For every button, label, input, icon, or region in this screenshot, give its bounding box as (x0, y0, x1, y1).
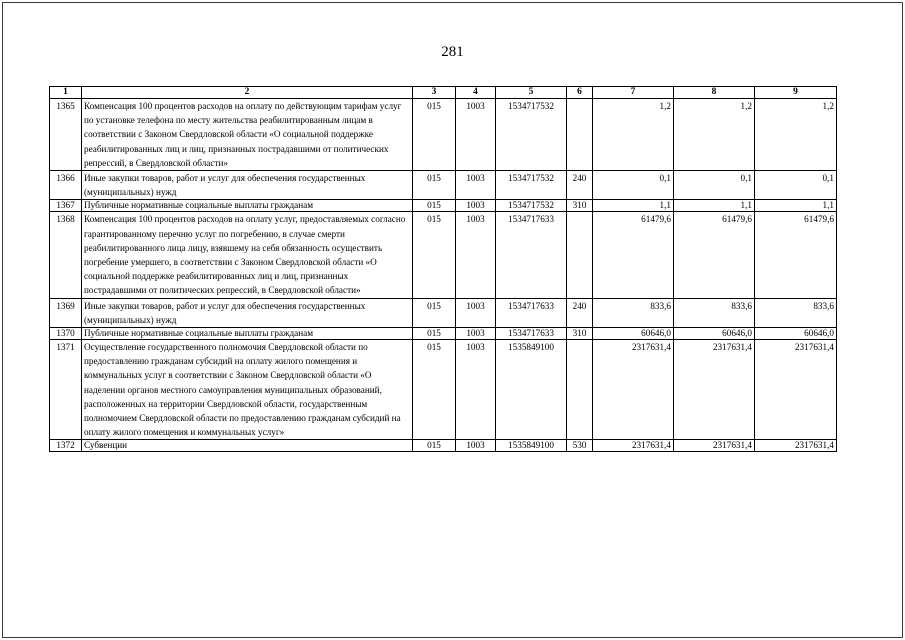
cell-target-code: 1534717633 (496, 328, 567, 340)
cell-amount-col8: 833,6 (674, 298, 755, 327)
cell-target-code: 1534717633 (496, 212, 567, 298)
cell-ministry-code: 015 (413, 171, 456, 200)
cell-amount-col8: 2317631,4 (674, 440, 755, 452)
column-header: 3 (413, 87, 456, 99)
cell-section-code: 1003 (456, 340, 496, 440)
cell-target-code: 1534717532 (496, 171, 567, 200)
column-header: 7 (593, 87, 674, 99)
cell-amount-col9: 2317631,4 (755, 340, 837, 440)
cell-section-code: 1003 (456, 212, 496, 298)
column-header: 9 (755, 87, 837, 99)
row-name: Иные закупки товаров, работ и услуг для обеспечения государственных (муниципальных) нужд (82, 171, 413, 200)
row-number: 1371 (50, 340, 82, 440)
cell-ministry-code: 015 (413, 99, 456, 171)
cell-amount-col7: 61479,6 (593, 212, 674, 298)
table-row (50, 328, 837, 340)
cell-amount-col8: 1,1 (674, 200, 755, 212)
cell-amount-col9: 1,1 (755, 200, 837, 212)
cell-ministry-code: 015 (413, 328, 456, 340)
cell-amount-col8: 61479,6 (674, 212, 755, 298)
column-header: 2 (82, 87, 413, 99)
column-header: 1 (50, 87, 82, 99)
cell-section-code: 1003 (456, 200, 496, 212)
cell-expense-type: 530 (567, 440, 593, 452)
cell-amount-col7: 0,1 (593, 171, 674, 200)
cell-expense-type: 240 (567, 171, 593, 200)
cell-expense-type: 310 (567, 328, 593, 340)
cell-amount-col9: 61479,6 (755, 212, 837, 298)
cell-amount-col7: 2317631,4 (593, 440, 674, 452)
row-number: 1372 (50, 440, 82, 452)
row-name: Иные закупки товаров, работ и услуг для обеспечения государственных (муниципальных) нужд (82, 298, 413, 327)
cell-amount-col7: 2317631,4 (593, 340, 674, 440)
table-row (50, 298, 837, 327)
cell-section-code: 1003 (456, 99, 496, 171)
cell-amount-col9: 0,1 (755, 171, 837, 200)
cell-target-code: 1535849100 (496, 340, 567, 440)
cell-expense-type: 310 (567, 200, 593, 212)
row-name: Публичные нормативные социальные выплаты гражданам (82, 328, 413, 340)
cell-amount-col9: 1,2 (755, 99, 837, 171)
cell-ministry-code: 015 (413, 200, 456, 212)
cell-ministry-code: 015 (413, 340, 456, 440)
cell-ministry-code: 015 (413, 212, 456, 298)
cell-amount-col9: 2317631,4 (755, 440, 837, 452)
row-number: 1368 (50, 212, 82, 298)
column-header: 5 (496, 87, 567, 99)
table-row (50, 212, 837, 298)
page-number: 281 (441, 44, 464, 60)
cell-amount-col7: 1,2 (593, 99, 674, 171)
cell-section-code: 1003 (456, 328, 496, 340)
cell-amount-col8: 60646,0 (674, 328, 755, 340)
cell-target-code: 1535849100 (496, 440, 567, 452)
cell-amount-col7: 60646,0 (593, 328, 674, 340)
row-number: 1365 (50, 99, 82, 171)
cell-expense-type: 240 (567, 298, 593, 327)
cell-ministry-code: 015 (413, 440, 456, 452)
row-name: Субвенции (82, 440, 413, 452)
cell-expense-type (567, 212, 593, 298)
cell-amount-col9: 833,6 (755, 298, 837, 327)
cell-target-code: 1534717532 (496, 200, 567, 212)
cell-amount-col8: 2317631,4 (674, 340, 755, 440)
cell-amount-col8: 1,2 (674, 99, 755, 171)
table-row (50, 440, 837, 452)
cell-ministry-code: 015 (413, 298, 456, 327)
table-row (50, 340, 837, 440)
row-name: Компенсация 100 процентов расходов на оплату услуг, предоставляемых согласно гарантированному перечню услуг по погребению, в случае смерти реабилитированного лица лицу, взявшему на себя обязанность осуществить погребение умершего, в соответствии с Законом Свердловской области «О социальной поддержке реабилитированных лиц и лиц, признанных пострадавшими от политических репрессий, в Свердловской области» (82, 212, 413, 298)
row-number: 1366 (50, 171, 82, 200)
column-header: 8 (674, 87, 755, 99)
header-row (50, 87, 837, 99)
row-number: 1369 (50, 298, 82, 327)
column-header: 6 (567, 87, 593, 99)
cell-amount-col7: 833,6 (593, 298, 674, 327)
cell-amount-col7: 1,1 (593, 200, 674, 212)
cell-expense-type (567, 340, 593, 440)
budget-table (49, 86, 837, 452)
cell-section-code: 1003 (456, 440, 496, 452)
cell-target-code: 1534717532 (496, 99, 567, 171)
cell-section-code: 1003 (456, 298, 496, 327)
row-name: Осуществление государственного полномочия Свердловской области по предоставлению гражданам субсидий на оплату жилого помещения и коммунальных услуг в соответствии с Законом Свердловской области «О наделении органов местного самоуправления муниципальных образований, расположенных на территории Свердловской области, государственным полномочием Свердловской области по предоставлению гражданам субсидий на оплату жилого помещения и коммунальных услуг» (82, 340, 413, 440)
cell-amount-col8: 0,1 (674, 171, 755, 200)
cell-section-code: 1003 (456, 171, 496, 200)
row-name: Публичные нормативные социальные выплаты гражданам (82, 200, 413, 212)
cell-target-code: 1534717633 (496, 298, 567, 327)
table-row (50, 200, 837, 212)
row-number: 1370 (50, 328, 82, 340)
table-row (50, 171, 837, 200)
column-header: 4 (456, 87, 496, 99)
table-row (50, 99, 837, 171)
cell-expense-type (567, 99, 593, 171)
row-number: 1367 (50, 200, 82, 212)
cell-amount-col9: 60646,0 (755, 328, 837, 340)
row-name: Компенсация 100 процентов расходов на оплату по действующим тарифам услуг по установке телефона по месту жительства реабилитированным лицам в соответствии с Законом Свердловской области «О социальной поддержке реабилитированных лиц и лиц, признанных пострадавшими от политических репрессий, в Свердловской области» (82, 99, 413, 171)
